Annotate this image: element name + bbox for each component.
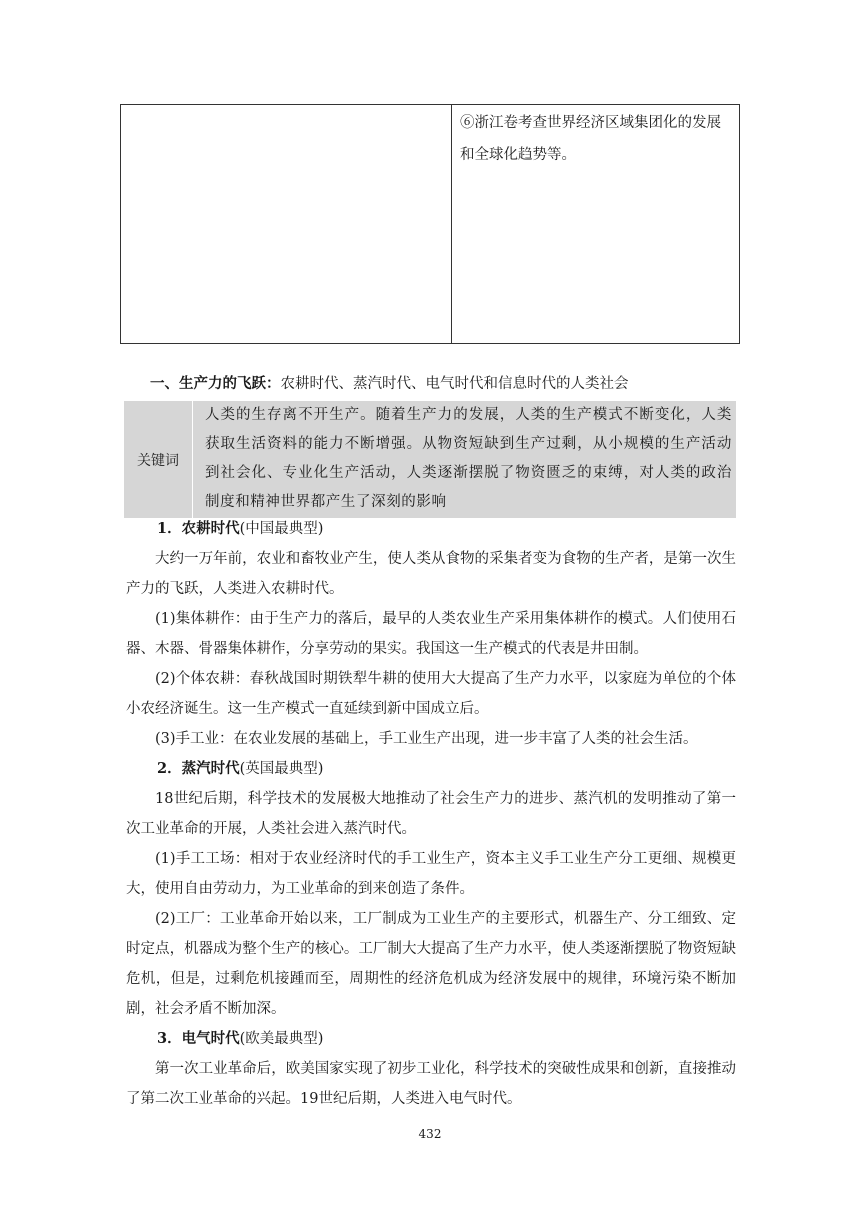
section-heading-bold: 一、生产力的飞跃：	[150, 375, 281, 392]
paragraph: (2)工厂：工业革命开始以来，工厂制成为工业生产的主要形式，机器生产、分工细致、定时定点，机器成为整个生产的核心。工厂制大大提高了生产力水平，使人类逐渐摆脱了物资短缺危机，但是，过剩危机接踵而至，周期性的经济危机成为经济发展中的规律，环境污染不断加剧，社会矛盾不断加深。	[126, 911, 736, 1017]
paragraph: (2)个体农耕：春秋战国时期铁犁牛耕的使用大大提高了生产力水平，以家庭为单位的个体小农经济诞生。这一生产模式一直延续到新中国成立后。	[126, 671, 736, 717]
paragraph: (1)手工工场：相对于农业经济时代的手工业生产，资本主义手工业生产分工更细、规模更大，使用自由劳动力，为工业革命的到来创造了条件。	[126, 851, 736, 897]
paragraph: (1)集体耕作：由于生产力的落后，最早的人类农业生产采用集体耕作的模式。人们使用石器、木器、骨器集体耕作，分享劳动的果实。我国这一生产模式的代表是井田制。	[126, 611, 736, 657]
keyword-label: 关键词	[124, 401, 193, 518]
subheading-note: (欧美最典型)	[239, 1031, 324, 1047]
paragraph: 第一次工业革命后，欧美国家实现了初步工业化，科学技术的突破性成果和创新，直接推动了第二次工业革命的兴起。19世纪后期，人类进入电气时代。	[126, 1061, 736, 1107]
section-heading-rest: 农耕时代、蒸汽时代、电气时代和信息时代的人类社会	[280, 376, 629, 392]
subheading-bold: 2．蒸汽时代	[157, 760, 240, 777]
subheading-bold: 3．电气时代	[157, 1030, 240, 1047]
keyword-text: 人类的生存离不开生产。随着生产力的发展，人类的生产模式不断变化，人类获取生活资料的能力不断增强。从物资短缺到生产过剩，从小规模的生产活动到社会化、专业化生产活动，人类逐渐摆脱了物资匮乏的束缚，对人类的政治制度和精神世界都产生了深刻的影响	[205, 407, 732, 510]
subheading-electric-era	[126, 1024, 736, 1054]
page-number: 432	[418, 1127, 442, 1141]
paragraph: 大约一万年前，农业和畜牧业产生，使人类从食物的采集者变为食物的生产者，是第一次生产力的飞跃，人类进入农耕时代。	[126, 551, 736, 597]
subheading-note: (中国最典型)	[239, 521, 324, 537]
section-heading	[150, 372, 629, 393]
paragraph: 18世纪后期，科学技术的发展极大地推动了社会生产力的进步、蒸汽机的发明推动了第一次工业革命的开展，人类社会进入蒸汽时代。	[126, 791, 736, 837]
body-text	[126, 514, 736, 1114]
keyword-box	[124, 401, 736, 518]
subheading-note: (英国最典型)	[239, 761, 324, 777]
subheading-agricultural-era	[126, 514, 736, 544]
exam-analysis-table	[120, 104, 740, 344]
subheading-steam-era	[126, 754, 736, 784]
table-right-cell: ⑥浙江卷考查世界经济区域集团化的发展和全球化趋势等。	[452, 105, 740, 344]
table-left-cell	[121, 105, 452, 344]
paragraph: (3)手工业：在农业发展的基础上，手工业生产出现，进一步丰富了人类的社会生活。	[155, 731, 698, 747]
subheading-bold: 1．农耕时代	[157, 520, 240, 537]
